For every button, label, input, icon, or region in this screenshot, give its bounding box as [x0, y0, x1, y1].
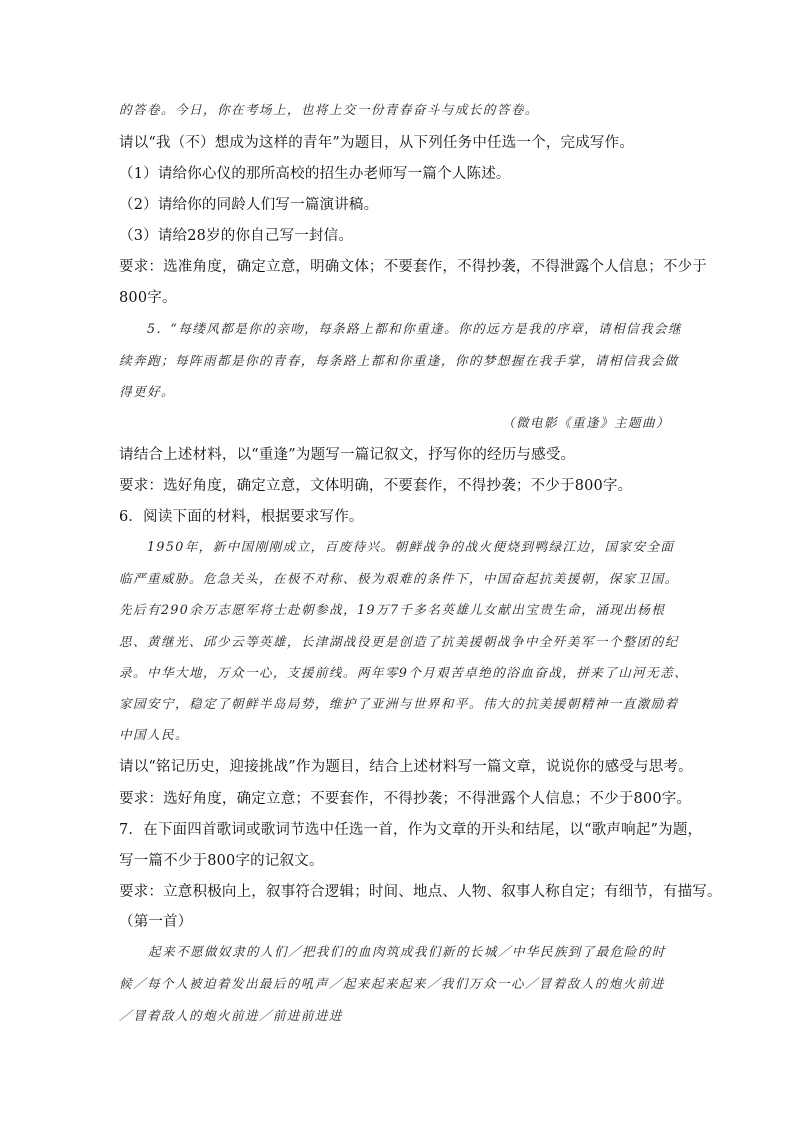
text-line: 请结合上述材料，以“重逢”为题写一篇记叙文，抒写你的经历与感受。 — [119, 447, 576, 463]
text-line: 录。中华大地，万众一心，支援前线。两年零9个月艰苦卓绝的浴血奋战，拼来了山河无恙、 — [119, 665, 689, 680]
text-line: 的答卷。今日，你在考场上，也将上交一份青春奋斗与成长的答卷。 — [119, 102, 539, 117]
text-line: 要求：立意积极向上，叙事符合逻辑；时间、地点、人物、叙事人称自定；有细节，有描写。 — [119, 884, 722, 900]
source-attribution: （微电影《重逢》主题曲） — [502, 415, 670, 430]
text-line: 5．“每缕风都是你的亲吻，每条路上都和你重逢。你的远方是我的序章，请相信我会继 — [147, 321, 683, 336]
poem-line: 候／每个人被迫着发出最后的吼声／起来起来起来／我们万众一心／冒着敌人的炮火前进 — [119, 976, 665, 991]
text-line: 请以“我（不）想成为这样的青年”为题目，从下列任务中任选一个，完成写作。 — [119, 135, 635, 151]
text-line: 800字。 — [119, 290, 177, 306]
text-line: 先后有290余万志愿军将士赴朝参战，19万7千多名英雄儿女献出宝贵生命，涌现出杨根 — [119, 602, 666, 617]
text-line: 请以“铭记历史，迎接挑战”作为题目，结合上述材料写一篇文章，说说你的感受与思考。 — [119, 759, 693, 775]
text-line: 1950年，新中国刚刚成立，百废待兴。朝鲜战争的战火便烧到鸭绿江边，国家安全面 — [147, 539, 675, 554]
text-line: 思、黄继光、邱少云等英雄，长津湖战役更是创造了抗美援朝战争中全歼美军一个整团的纪 — [119, 634, 679, 649]
text-line: 要求：选好角度，确定立意；不要套作，不得抄袭；不得泄露个人信息；不少于800字。 — [119, 791, 692, 807]
text-line: 要求：选好角度，确定立意，文体明确，不要套作，不得抄袭；不少于800字。 — [119, 478, 633, 494]
question-heading: 6．阅读下面的材料，根据要求写作。 — [119, 509, 364, 525]
text-line: （2）请给你的同龄人们写一篇演讲稿。 — [119, 197, 379, 213]
text-line: 要求：选准角度，确定立意，明确文体；不要套作，不得抄袭，不得泄露个人信息；不少于 — [119, 259, 707, 275]
text-line: （1）请给你心仪的那所高校的招生办老师写一篇个人陈述。 — [119, 166, 511, 182]
text-line: 续奔跑；每阵雨都是你的青春，每条路上都和你重逢，你的梦想握在我手掌，请相信我会做 — [119, 353, 679, 368]
text-line: （3）请给28岁的你自己写一封信。 — [119, 228, 354, 244]
text-line: 家园安宁，稳定了朝鲜半岛局势，维护了亚洲与世界和平。伟大的抗美援朝精神一直激励着 — [119, 696, 679, 711]
question-heading: 7．在下面四首歌词或歌词节选中任选一首，作为文章的开头和结尾，以“歌声响起”为题， — [119, 822, 703, 838]
text-line: 得更好。 — [119, 384, 175, 399]
text-line: 中国人民。 — [119, 727, 189, 742]
text-line: 写一篇不少于800字的记叙文。 — [119, 853, 324, 869]
text-line: 临严重威胁。危急关头，在极不对称、极为艰难的条件下，中国奋起抗美援朝，保家卫国。 — [119, 571, 679, 586]
poem-line: ／冒着敌人的炮火前进／前进前进进 — [119, 1008, 343, 1023]
poem-line: 起来不愿做奴隶的人们／把我们的血肉筑成我们新的长城／中华民族到了最危险的时 — [148, 944, 666, 959]
poem-label: （第一首） — [119, 914, 193, 930]
